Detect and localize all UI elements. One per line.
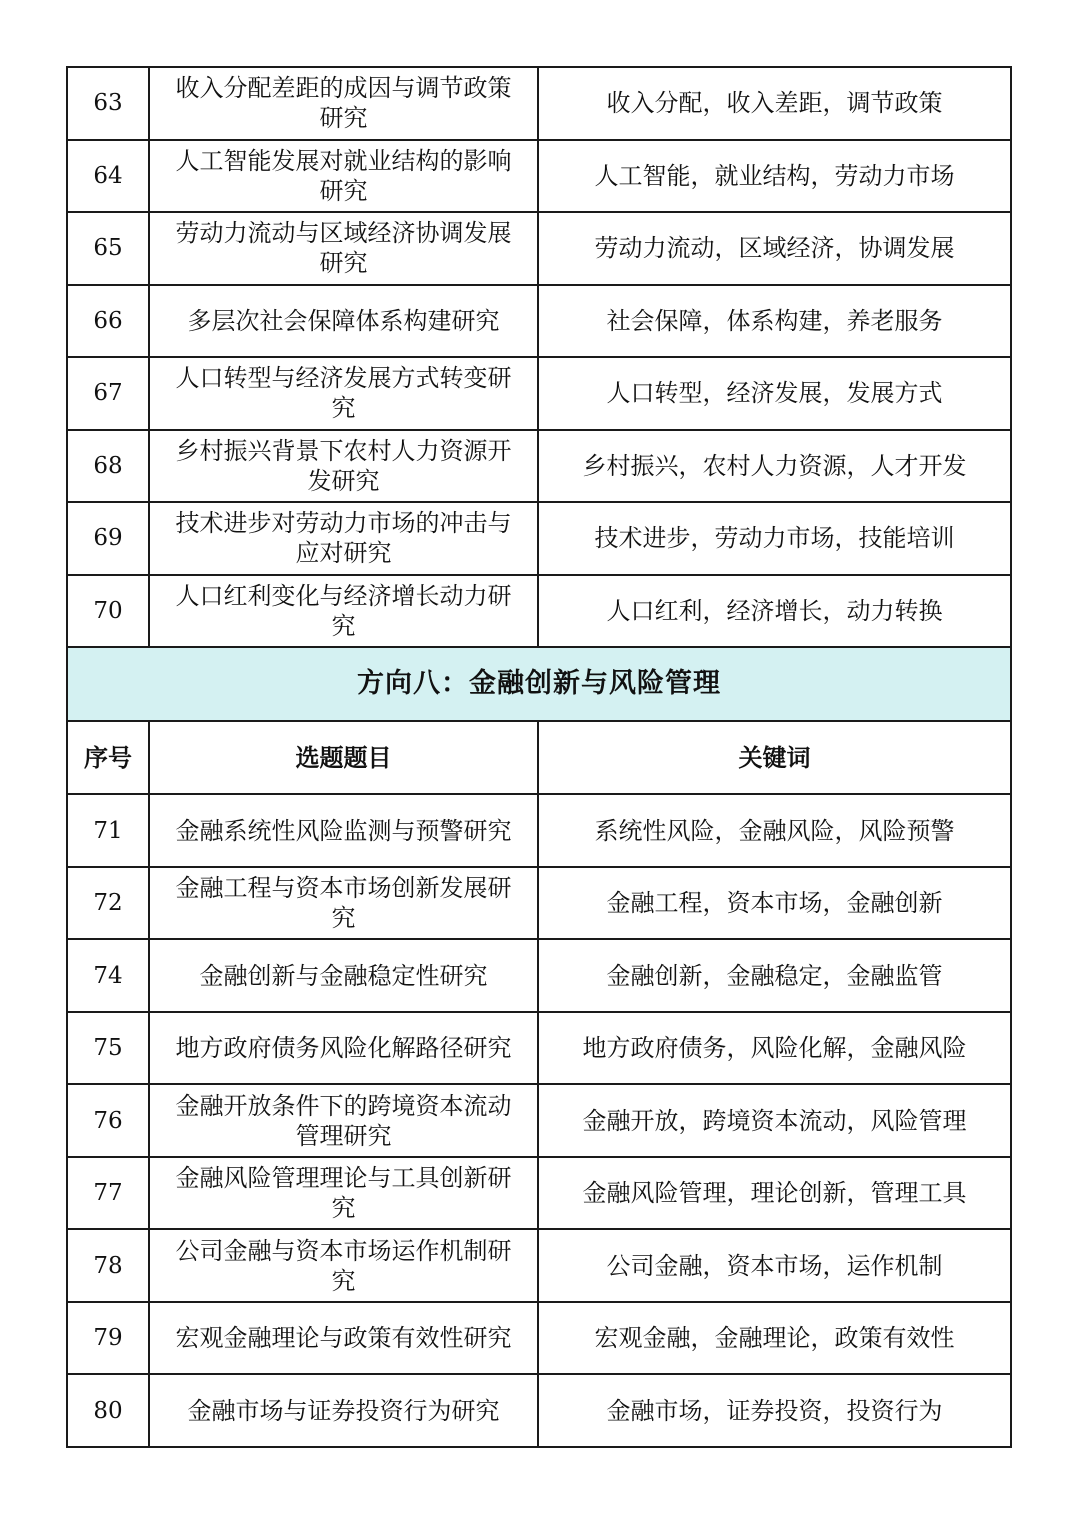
row-title: 人工智能发展对就业结构的影响研究 — [149, 140, 538, 213]
row-title: 金融创新与金融稳定性研究 — [149, 939, 538, 1012]
row-number: 79 — [67, 1302, 149, 1375]
table-row — [67, 1229, 1011, 1302]
row-keywords: 乡村振兴，农村人力资源，人才开发 — [538, 430, 1011, 503]
table-row — [67, 285, 1011, 358]
row-title: 金融工程与资本市场创新发展研究 — [149, 867, 538, 940]
row-number: 71 — [67, 794, 149, 867]
row-keywords: 社会保障，体系构建，养老服务 — [538, 285, 1011, 358]
table-row — [67, 140, 1011, 213]
row-title: 金融开放条件下的跨境资本流动管理研究 — [149, 1084, 538, 1157]
table-row — [67, 430, 1011, 503]
row-number: 75 — [67, 1012, 149, 1085]
row-title: 多层次社会保障体系构建研究 — [149, 285, 538, 358]
row-number: 74 — [67, 939, 149, 1012]
row-keywords: 地方政府债务，风险化解，金融风险 — [538, 1012, 1011, 1085]
header-row — [67, 721, 1011, 795]
row-title: 金融系统性风险监测与预警研究 — [149, 794, 538, 867]
topic-table — [66, 66, 1012, 1448]
row-keywords: 收入分配，收入差距，调节政策 — [538, 67, 1011, 140]
row-title: 收入分配差距的成因与调节政策研究 — [149, 67, 538, 140]
table-row — [67, 939, 1011, 1012]
row-number: 64 — [67, 140, 149, 213]
table-row — [67, 1084, 1011, 1157]
row-title: 金融市场与证券投资行为研究 — [149, 1374, 538, 1447]
row-keywords: 人口红利，经济增长，动力转换 — [538, 575, 1011, 648]
table-row — [67, 1012, 1011, 1085]
row-number: 80 — [67, 1374, 149, 1447]
row-number: 76 — [67, 1084, 149, 1157]
table-row — [67, 212, 1011, 285]
row-keywords: 宏观金融，金融理论，政策有效性 — [538, 1302, 1011, 1375]
row-number: 77 — [67, 1157, 149, 1230]
header-number: 序号 — [67, 721, 149, 795]
row-title: 技术进步对劳动力市场的冲击与应对研究 — [149, 502, 538, 575]
row-keywords: 金融风险管理，理论创新，管理工具 — [538, 1157, 1011, 1230]
table-row — [67, 1374, 1011, 1447]
row-title: 人口红利变化与经济增长动力研究 — [149, 575, 538, 648]
row-number: 66 — [67, 285, 149, 358]
row-number: 67 — [67, 357, 149, 430]
row-number: 63 — [67, 67, 149, 140]
row-keywords: 金融市场，证券投资，投资行为 — [538, 1374, 1011, 1447]
row-title: 乡村振兴背景下农村人力资源开发研究 — [149, 430, 538, 503]
table-row — [67, 794, 1011, 867]
row-keywords: 公司金融，资本市场，运作机制 — [538, 1229, 1011, 1302]
topic-rows-group-1 — [67, 67, 1011, 647]
row-keywords: 金融开放，跨境资本流动，风险管理 — [538, 1084, 1011, 1157]
row-keywords: 金融创新，金融稳定，金融监管 — [538, 939, 1011, 1012]
row-number: 68 — [67, 430, 149, 503]
row-title: 地方政府债务风险化解路径研究 — [149, 1012, 538, 1085]
section-group — [67, 647, 1011, 794]
row-keywords: 技术进步，劳动力市场，技能培训 — [538, 502, 1011, 575]
row-keywords: 劳动力流动，区域经济，协调发展 — [538, 212, 1011, 285]
row-number: 72 — [67, 867, 149, 940]
section-title: 方向八：金融创新与风险管理 — [67, 647, 1011, 721]
row-title: 公司金融与资本市场运作机制研究 — [149, 1229, 538, 1302]
row-keywords: 系统性风险，金融风险，风险预警 — [538, 794, 1011, 867]
topic-rows-group-2 — [67, 794, 1011, 1447]
header-keywords: 关键词 — [538, 721, 1011, 795]
section-row — [67, 647, 1011, 721]
table-row — [67, 1157, 1011, 1230]
table-row — [67, 502, 1011, 575]
row-number: 78 — [67, 1229, 149, 1302]
row-keywords: 金融工程，资本市场，金融创新 — [538, 867, 1011, 940]
row-keywords: 人口转型，经济发展，发展方式 — [538, 357, 1011, 430]
row-title: 金融风险管理理论与工具创新研究 — [149, 1157, 538, 1230]
row-title: 劳动力流动与区域经济协调发展研究 — [149, 212, 538, 285]
header-title: 选题题目 — [149, 721, 538, 795]
table-row — [67, 67, 1011, 140]
row-number: 69 — [67, 502, 149, 575]
row-number: 70 — [67, 575, 149, 648]
row-title: 宏观金融理论与政策有效性研究 — [149, 1302, 538, 1375]
table-row — [67, 1302, 1011, 1375]
row-number: 65 — [67, 212, 149, 285]
table-row — [67, 575, 1011, 648]
table-row — [67, 867, 1011, 940]
table-row — [67, 357, 1011, 430]
row-keywords: 人工智能，就业结构，劳动力市场 — [538, 140, 1011, 213]
row-title: 人口转型与经济发展方式转变研究 — [149, 357, 538, 430]
